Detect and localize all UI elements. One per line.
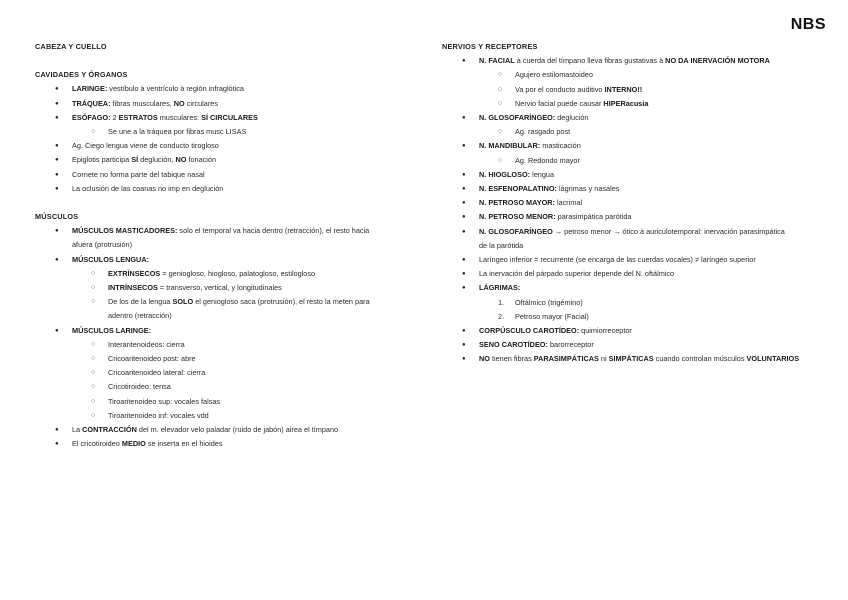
sub-list-item: ○ Cricoaritenoideo lateral: cierra <box>35 366 390 380</box>
list-item: ● El cricotiroideo MEDIO se inserta en el hioides <box>35 437 390 451</box>
list-item: ● N. PETROSO MENOR: parasimpática parótida <box>442 210 822 224</box>
musculos-list <box>35 224 390 451</box>
sub-list-item: ○ Agujero estilomastoideo <box>442 68 822 82</box>
list-item: ● N. FACIAL à cuerda del tímpano lleva fibras gustativas à NO DA INERVACIÓN MOTORA <box>442 54 822 68</box>
list-item: ● MÚSCULOS MASTICADORES: solo el temporal va hacia dentro (retracción), el resto hacia afuera (protrusión) <box>35 224 390 252</box>
list-item: ● LÁGRIMAS: <box>442 281 822 295</box>
cavidades-heading: CAVIDADES Y ÓRGANOS <box>35 70 128 80</box>
sub-list-item: ○ Tiroaritenoideo sup: vocales falsas <box>35 395 390 409</box>
sub-list-item: ○ Cricotiroideo: tensa <box>35 380 390 394</box>
list-item: ● La oclusión de las coanas no imp en deglución <box>35 182 390 196</box>
sub-list-item: ○ Va por el conducto auditivo INTERNO!! <box>442 83 822 97</box>
list-item: ● NO tienen fibras PARASIMPÁTICAS ni SIMPÁTICAS cuando controlan músculos VOLUNTARIOS <box>442 352 822 366</box>
list-item: ● ESÓFAGO: 2 ESTRATOS musculares: SÍ CIRCULARES <box>35 111 390 125</box>
sub-list-item: ○ EXTRÍNSECOS = geniogloso, hiogloso, palatogloso, estilogloso <box>35 267 390 281</box>
right-column <box>442 40 822 367</box>
sub-list-item: ○ Cricoaritenoideo post: abre <box>35 352 390 366</box>
list-item: ● N. MANDIBULAR: masticación <box>442 139 822 153</box>
sub-list-item: ○ Ag. rasgado post <box>442 125 822 139</box>
list-item: ● N. PETROSO MAYOR: lacrimal <box>442 196 822 210</box>
arrow-right-icon: → <box>613 226 621 236</box>
list-item: ● CORPÚSCULO CAROTÍDEO: quimiorreceptor <box>442 324 822 338</box>
sub-list-item: ○ Nervio facial puede causar HIPERacusia <box>442 97 822 111</box>
numbered-item: 2. Petroso mayor (Facial) <box>498 311 589 321</box>
list-item: ● MÚSCULOS LARINGE: <box>35 324 390 338</box>
arrow-right-icon: → <box>552 226 565 236</box>
sub-list-item: ○ Tiroaritenoideo inf: vocales vdd <box>35 409 390 423</box>
list-item: ● N. HIOGLOSO: lengua <box>442 168 822 182</box>
list-item: ● LARINGE: vestíbulo à ventrículo à región infraglótica <box>35 82 390 96</box>
numbered-item: 1. Oftálmico (trigémino) <box>498 297 583 307</box>
list-item: ● La inervación del párpado superior depende del N. oftálmico <box>442 267 822 281</box>
brand-logo-text: NBS <box>790 16 826 33</box>
sub-list-item: ○ Interaritenoideos: cierra <box>35 338 390 352</box>
list-item: ● N. GLOSOFARÍNGEO: deglución <box>442 111 822 125</box>
sub-list-item: ○ Ag. Redondo mayor <box>442 154 822 168</box>
list-item: ● Ag. Ciego lengua viene de conducto tirogloso <box>35 139 390 153</box>
list-item: ● N. GLOSOFARÍNGEO → petroso menor → ótico à auriculotemporal: inervación parasimpática de la parótida <box>442 225 822 253</box>
list-item: ● Laríngeo inferior = recurrente (se encarga de las cuerdas vocales) ≠ laríngeo superior <box>442 253 822 267</box>
nervios-heading: NERVIOS Y RECEPTORES <box>442 42 538 51</box>
section-title: CABEZA Y CUELLO <box>35 42 107 51</box>
list-item: ● Cornete no forma parte del tabique nasal <box>35 168 390 182</box>
left-column <box>35 40 390 451</box>
sub-list-item: ○ De los de la lengua SOLO el geniogloso saca (protrusión), el resto la meten para adentro (retracción) <box>35 295 390 323</box>
list-item: ● MÚSCULOS LENGUA: <box>35 253 390 267</box>
list-item: ● TRÁQUEA: fibras musculares, NO circulares <box>35 97 390 111</box>
sub-list-item: ○ Se une a la tráquea por fibras musc LISAS <box>35 125 390 139</box>
cavidades-list <box>35 82 390 196</box>
list-item: ● N. ESFENOPALATINO: lágrimas y nasales <box>442 182 822 196</box>
list-item: ● Epiglotis participa SÍ deglución, NO fonación <box>35 153 390 167</box>
sub-list-item: ○ INTRÍNSECOS = transverso, vertical, y longitudinales <box>35 281 390 295</box>
list-item: ● La CONTRACCIÓN del m. elevador velo paladar (ruido de jabón) airea el tímpano <box>35 423 390 437</box>
musculos-heading: MÚSCULOS <box>35 212 79 222</box>
list-item: ● SENO CAROTÍDEO: barorreceptor <box>442 338 822 352</box>
nervios-list <box>442 54 822 366</box>
